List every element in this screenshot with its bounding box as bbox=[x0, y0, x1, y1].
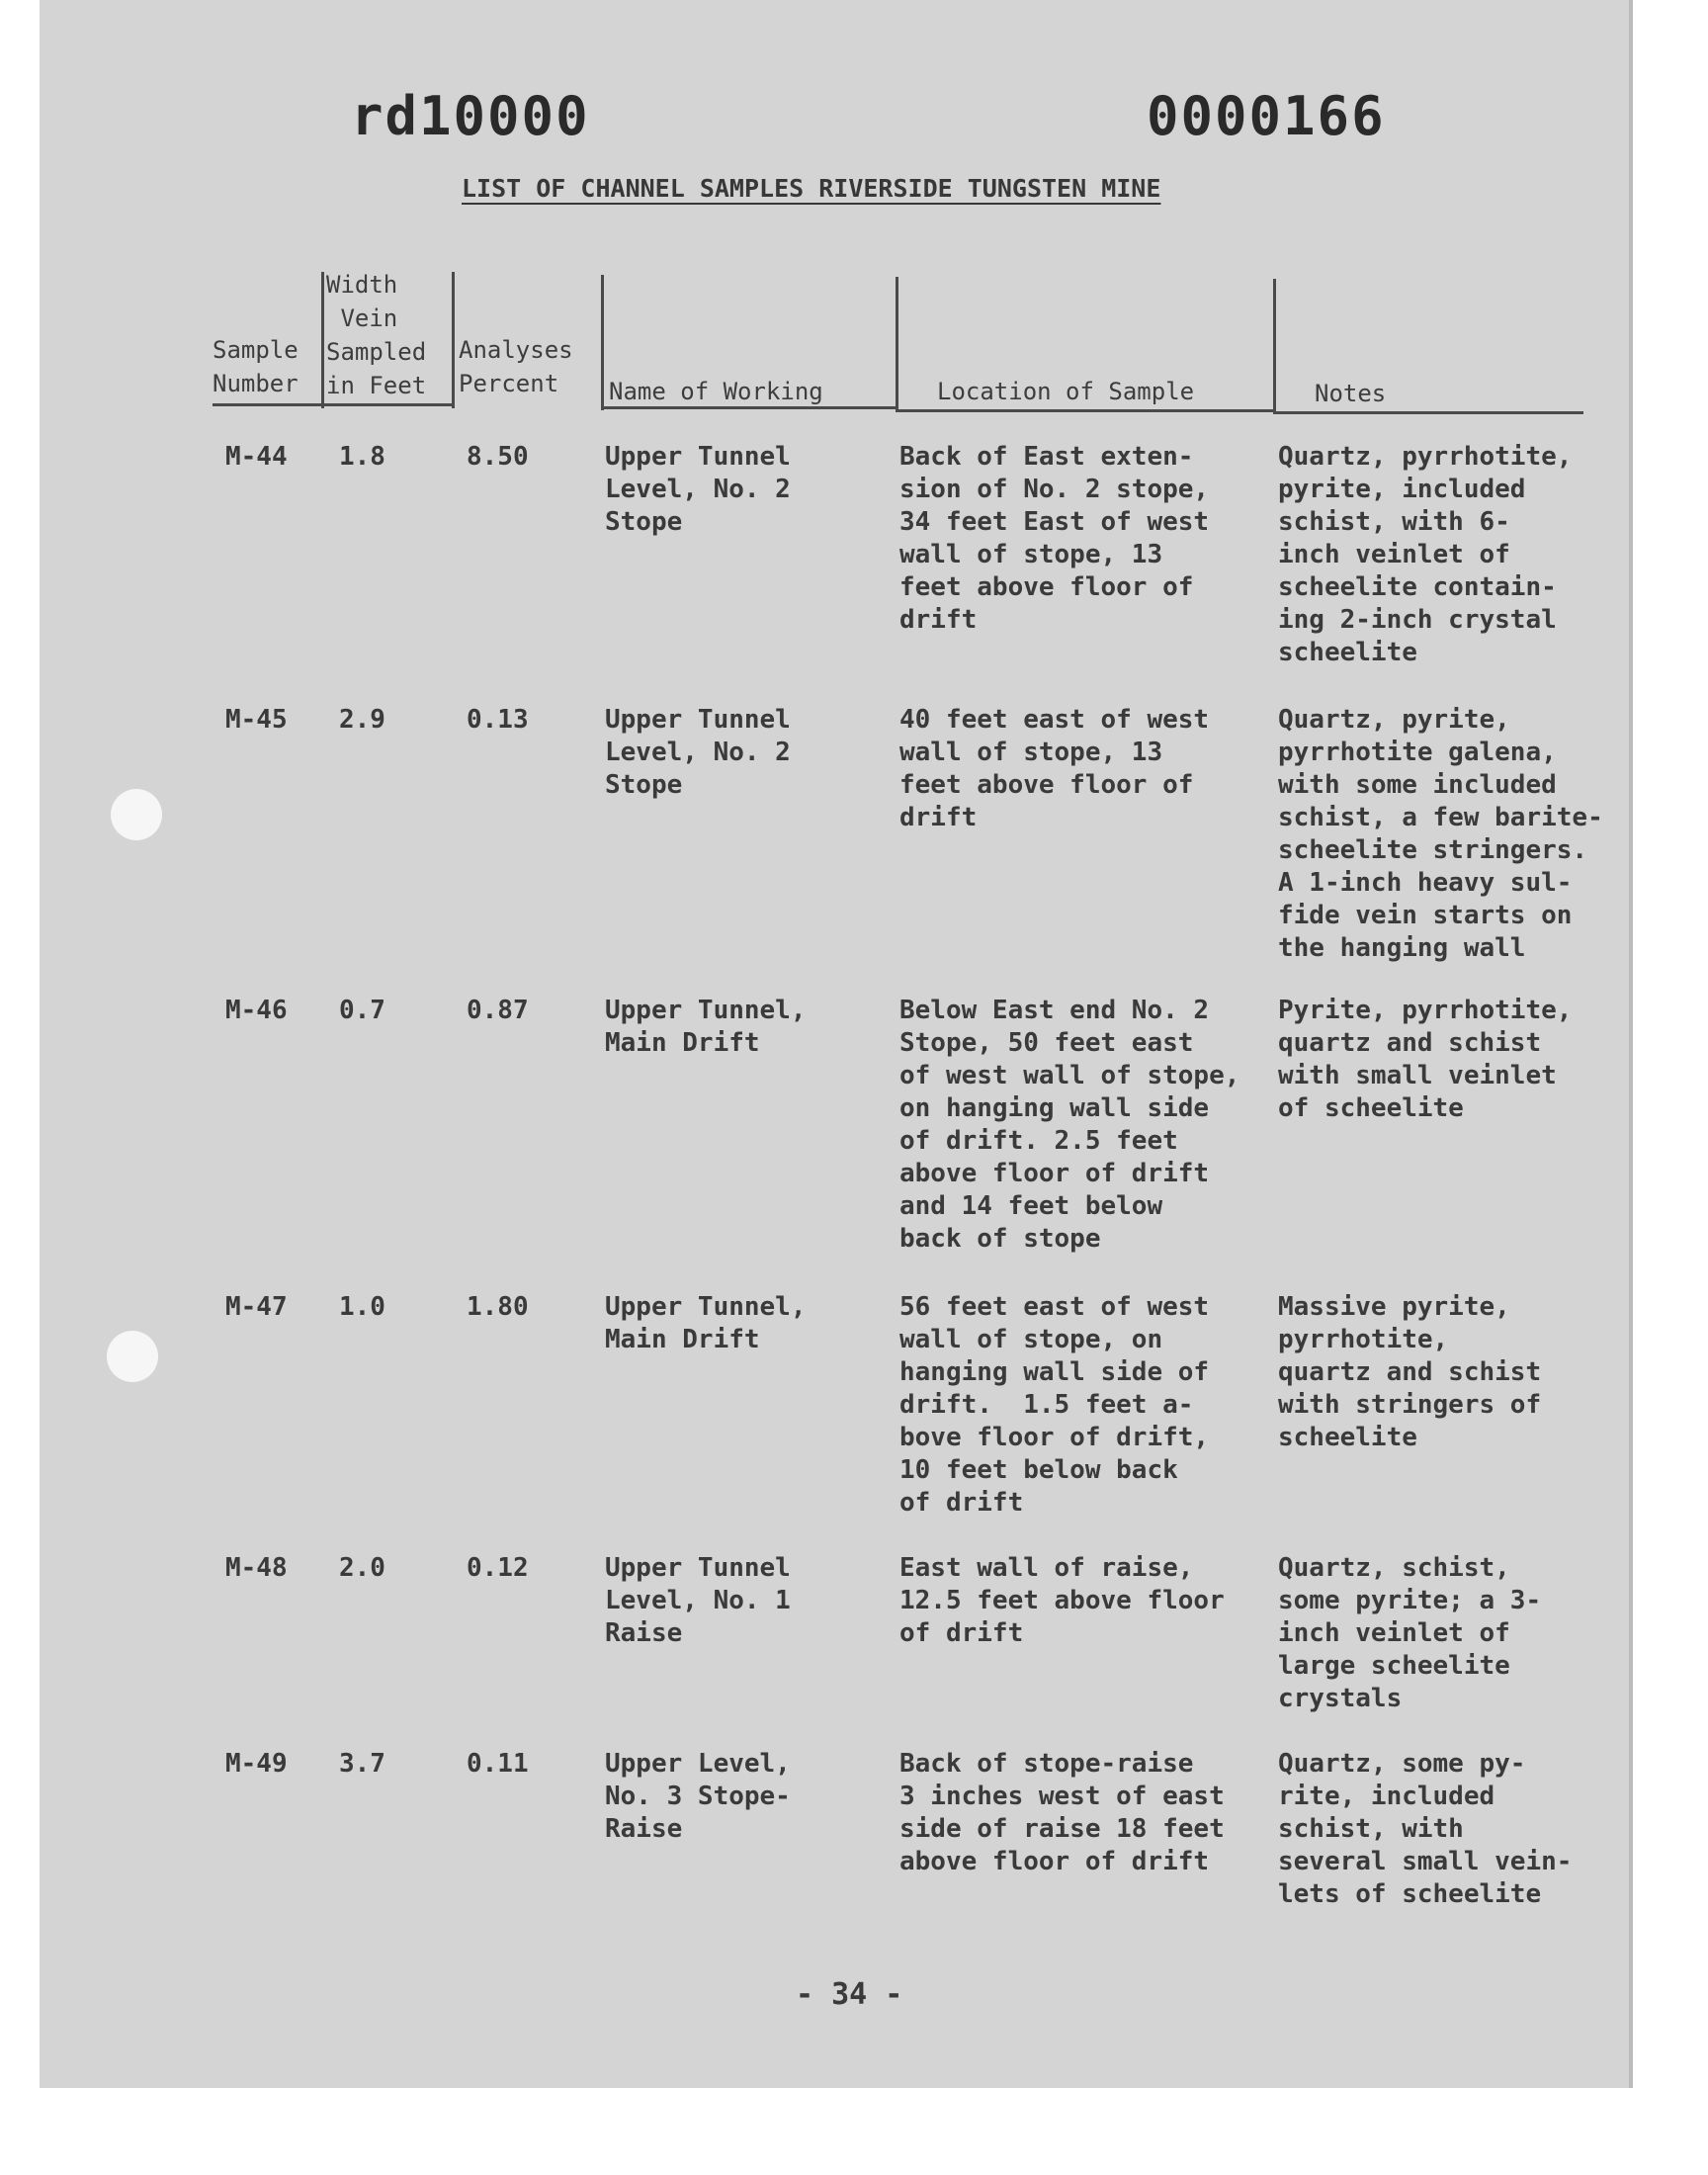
stamp-number-right: 0000166 bbox=[1147, 85, 1386, 147]
document-title: LIST OF CHANNEL SAMPLES RIVERSIDE TUNGSTEN MINE bbox=[462, 174, 1161, 203]
header-width: Width Vein Sampled in Feet bbox=[326, 271, 427, 399]
analyses-percent: 0.11 bbox=[467, 1749, 529, 1779]
sample-notes: Pyrite, pyrrhotite, quartz and schist with small veinlet of scheelite bbox=[1278, 996, 1573, 1123]
header-divider bbox=[321, 272, 324, 408]
sample-notes: Quartz, schist, some pyrite; a 3- inch veinlet of large scheelite crystals bbox=[1278, 1553, 1542, 1713]
header-location: Location of Sample bbox=[937, 378, 1195, 405]
vein-width: 2.9 bbox=[339, 705, 385, 735]
sample-location: East wall of raise, 12.5 feet above floor of drift bbox=[899, 1553, 1225, 1648]
analyses-percent: 1.80 bbox=[467, 1292, 529, 1322]
header-notes: Notes bbox=[1315, 380, 1387, 407]
working-name: Upper Tunnel, Main Drift bbox=[605, 996, 807, 1058]
vein-width: 3.7 bbox=[339, 1749, 385, 1779]
header-divider bbox=[601, 275, 604, 410]
working-name: Upper Level, No. 3 Stope- Raise bbox=[605, 1749, 791, 1844]
vein-width: 2.0 bbox=[339, 1553, 385, 1583]
analyses-percent: 8.50 bbox=[467, 442, 529, 472]
sample-number: M-46 bbox=[225, 996, 288, 1025]
sample-number: M-45 bbox=[225, 705, 288, 735]
working-name: Upper Tunnel Level, No. 1 Raise bbox=[605, 1553, 791, 1648]
punch-hole bbox=[107, 1331, 158, 1382]
vein-width: 0.7 bbox=[339, 996, 385, 1025]
sample-number: M-49 bbox=[225, 1749, 288, 1779]
header-underline bbox=[897, 409, 1275, 412]
page-number: - 34 - bbox=[796, 1977, 903, 2012]
analyses-percent: 0.12 bbox=[467, 1553, 529, 1583]
sample-number: M-48 bbox=[225, 1553, 288, 1583]
page-edge bbox=[1629, 0, 1633, 2088]
header-underline bbox=[213, 403, 455, 406]
header-divider bbox=[1273, 279, 1276, 414]
sample-notes: Quartz, pyrrhotite, pyrite, included schist, with 6- inch veinlet of scheelite contain- ing 2-inch crystal scheelite bbox=[1278, 442, 1573, 667]
sample-location: 56 feet east of west wall of stope, on hanging wall side of drift. 1.5 feet a- bove floor of drift, 10 feet below back of drift bbox=[899, 1292, 1210, 1518]
sample-location: 40 feet east of west wall of stope, 13 feet above floor of drift bbox=[899, 705, 1210, 832]
analyses-percent: 0.13 bbox=[467, 705, 529, 735]
header-underline bbox=[601, 406, 898, 409]
sample-location: Below East end No. 2 Stope, 50 feet east of west wall of stope, on hanging wall side of drift. 2.5 feet above floor of drift and 14 feet below back of stope bbox=[899, 996, 1240, 1254]
stamp-number-left: rd10000 bbox=[351, 85, 590, 147]
sample-notes: Quartz, pyrite, pyrrhotite galena, with some included schist, a few barite- scheelite stringers. A 1-inch heavy sul- fide vein starts on the hanging wall bbox=[1278, 705, 1603, 963]
analyses-percent: 0.87 bbox=[467, 996, 529, 1025]
working-name: Upper Tunnel Level, No. 2 Stope bbox=[605, 705, 791, 800]
sample-notes: Quartz, some py- rite, included schist, with several small vein- lets of scheelite bbox=[1278, 1749, 1573, 1909]
working-name: Upper Tunnel, Main Drift bbox=[605, 1292, 807, 1354]
working-name: Upper Tunnel Level, No. 2 Stope bbox=[605, 442, 791, 537]
sample-number: M-44 bbox=[225, 442, 288, 472]
header-divider bbox=[896, 277, 898, 412]
header-sample-number: Sample Number bbox=[213, 336, 299, 397]
header-name-of-working: Name of Working bbox=[609, 378, 823, 405]
header-divider bbox=[452, 272, 455, 408]
vein-width: 1.8 bbox=[339, 442, 385, 472]
sample-location: Back of stope-raise 3 inches west of east side of raise 18 feet above floor of drift bbox=[899, 1749, 1225, 1876]
header-underline bbox=[1275, 411, 1583, 414]
header-analyses-percent: Analyses Percent bbox=[459, 336, 573, 397]
punch-hole bbox=[111, 789, 162, 840]
sample-location: Back of East exten- sion of No. 2 stope, 34 feet East of west wall of stope, 13 feet above floor of drift bbox=[899, 442, 1210, 635]
vein-width: 1.0 bbox=[339, 1292, 385, 1322]
sample-notes: Massive pyrite, pyrrhotite, quartz and schist with stringers of scheelite bbox=[1278, 1292, 1542, 1452]
sample-number: M-47 bbox=[225, 1292, 288, 1322]
